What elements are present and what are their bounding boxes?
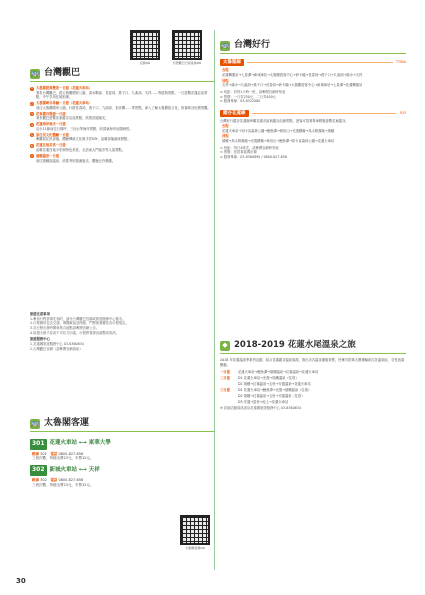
- event-route-label: [220, 400, 236, 405]
- event-route: [220, 394, 406, 399]
- line-text: 天祥→綠水→九曲洞→燕子口→長春祠→砂卡礑→太魯閣遊客中心→新城車站→七星潭→花蓮轉運站: [222, 83, 363, 88]
- step-body: 參觀原住民部落，體驗傳統文化與手作DIY，品嚐部落風味餐點。: [36, 137, 131, 142]
- section-title: 台灣觀巴: [44, 68, 81, 79]
- step-number: 1: [31, 86, 33, 91]
- step-title: 花蓮海岸風光一日遊: [36, 122, 66, 127]
- event-body: 2018 年花蓮溫泉季系列活動，結合花蓮縱谷溫泉資源，推出各式溫泉優惠套票，民眾可搭乘大眾運輸前往各溫泉區，享受泡湯樂趣。: [220, 358, 405, 367]
- tour-step: [30, 154, 214, 163]
- column-divider: [214, 30, 215, 570]
- right-column: [216, 0, 406, 595]
- qr-code-icon: [172, 30, 202, 60]
- step-number: 4: [31, 122, 33, 127]
- step-content: [36, 154, 115, 163]
- tour-step: [30, 101, 214, 110]
- left-column: [30, 0, 214, 595]
- event-block: [220, 358, 406, 411]
- qr-bus[interactable]: [180, 515, 210, 550]
- divider: [30, 81, 214, 82]
- event-route: [220, 400, 406, 405]
- route-name: 花蓮火車站 ⟷ 東華大學: [49, 440, 111, 447]
- note-item: 2.行程費用包含交通、導覽解說及保險，門票與餐費依各行程規定。: [30, 321, 129, 326]
- tag-line: [247, 62, 393, 63]
- calendar-icon: ◆: [220, 341, 230, 351]
- taiwan-tourist-shuttle-header: [220, 40, 270, 51]
- bus-icon: 🚌: [30, 68, 40, 77]
- step-body: 乘坐觀巴遊覽花東縱谷沿途景點，欣賞田園風光。: [36, 116, 109, 121]
- step-body: 沿台11線前往石梯坪、三仙台等海岸景點，欣賞東海岸壯闊海景。: [36, 126, 133, 131]
- tour-step: [30, 143, 214, 152]
- line-label: 回程: [222, 78, 229, 83]
- info-item: ⊙ 票價：依搭乘區間計費: [220, 150, 257, 155]
- route-code: 303: [399, 111, 406, 116]
- event-route-label: 二日遊: [220, 376, 230, 381]
- label: 電話: [50, 477, 58, 482]
- taiwan-tour-bus-header: [30, 68, 80, 79]
- step-content: [36, 133, 131, 142]
- tour-step: [30, 86, 214, 100]
- route-header: [30, 465, 170, 476]
- notes-block: [30, 312, 214, 351]
- route-tag: 縱谷花蓮線: [220, 110, 249, 117]
- info-item: ⊙ 服務專線：03-8322080: [220, 99, 261, 104]
- route-detail: 三班次數，每趟全票23元，半票12元。: [32, 456, 94, 461]
- route-code: TTIBA: [395, 60, 406, 65]
- route-intro: 台灣好行縱谷花蓮線串聯花蓮市區與縱谷沿線景點，遊客可搭乘專車輕鬆遊覽花東縱谷。: [220, 119, 349, 124]
- divider: [30, 431, 214, 432]
- qr-label: 官網QR: [139, 61, 151, 65]
- note-item: 4.如遇天候不佳或不可抗力因素，行程將視情況調整或取消。: [30, 330, 119, 335]
- tag-bar: [220, 110, 406, 117]
- divider: [220, 53, 406, 54]
- event-title: 2018-2019 花蓮水尾溫泉之旅: [234, 340, 356, 351]
- event-route-text: 花蓮火車站→鯉魚潭→瑞穗溫泉→紅葉溫泉→花蓮火車站: [238, 370, 319, 375]
- taroko-line-block: [220, 56, 406, 160]
- line-text: 瑞穗→馬太鞍濕地→光復糖廠→林田山→鯉魚潭→知卡宣森林公園→花蓮火車站: [222, 139, 335, 144]
- contact-title: 旅遊服務中心: [30, 337, 50, 342]
- event-route-text: D2 瑞穗→紅葉溫泉→玉里→安通溫泉→花蓮火車站: [238, 382, 311, 387]
- page-number: 30: [16, 577, 26, 586]
- step-title: 太魯閣經典雙景一日遊（花蓮火車站）: [36, 86, 93, 90]
- route-header: [30, 439, 170, 450]
- qr-official[interactable]: [130, 30, 160, 65]
- step-content: [36, 122, 133, 131]
- value: 302: [40, 477, 47, 482]
- note-item: 3.各行程出發時間與集合地點請參閱官網公告。: [30, 326, 100, 331]
- info-item: ⊙ 班距：約每1小時一班，請參閱官網時刻表: [220, 90, 286, 95]
- contact-item: 1.花蓮縣旅遊服務中心 03-8360634: [30, 342, 84, 347]
- qr-itinerary[interactable]: [172, 30, 202, 65]
- event-route: [220, 382, 406, 387]
- tour-step: [30, 122, 214, 131]
- note-item: 1.參加行程需事先預約，請至台灣觀巴官網或旅遊服務中心報名。: [30, 316, 126, 321]
- section-title: 太魯閣客運: [44, 418, 90, 429]
- route-name: 新城火車站 ⟷ 天祥: [49, 466, 100, 473]
- label: 電話: [50, 451, 58, 456]
- line-label: 回程: [222, 134, 229, 139]
- step-number: 3: [31, 112, 33, 117]
- line-text: 花蓮轉運站→七星潭→新城車站→太魯閣遊客中心→砂卡礑→長春祠→燕子口→九曲洞→綠水→天祥: [222, 73, 363, 78]
- bus-section-header: [30, 418, 89, 429]
- step-body: 前往瑞穗泡溫泉，欣賞秀姑巒溪風光，體驗泛舟樂趣。: [36, 158, 116, 163]
- step-content: [36, 101, 211, 110]
- step-title: 花東縱谷慢遊一日遊: [36, 111, 66, 116]
- notes-title: 旅遊注意事項: [30, 312, 50, 316]
- value: 0800-827-656: [58, 451, 84, 456]
- event-route-label: 一日遊: [220, 370, 230, 375]
- route-number: 302: [30, 465, 47, 476]
- line-label: 去程: [222, 68, 229, 73]
- step-content: [36, 86, 214, 100]
- bus-routes: [30, 437, 170, 492]
- value: 301: [40, 451, 47, 456]
- label: 路線: [32, 451, 39, 456]
- contact-item: 2.台灣觀巴官網（請參閱官網資訊）: [30, 346, 83, 351]
- tag-bar: [220, 59, 406, 66]
- bus-route: [30, 439, 170, 461]
- tour-steps: [30, 86, 214, 164]
- event-route-text: D1 花蓮火車站→光復→瑞穗溫泉（住宿）: [238, 376, 299, 381]
- route-line: [222, 124, 406, 133]
- event-route-text: D2 瑞穗→紅葉溫泉→玉里→安通溫泉（住宿）: [238, 393, 305, 398]
- route-line: [222, 68, 406, 77]
- event-route-label: [220, 382, 236, 387]
- label: 路線: [32, 477, 39, 482]
- step-title: 原住民文化體驗一日遊: [36, 132, 69, 137]
- step-number: 6: [31, 143, 33, 148]
- step-content: [36, 143, 125, 152]
- divider: [220, 353, 406, 354]
- route-tag: 太魯閣線: [220, 59, 244, 66]
- qr-code-icon: [180, 515, 210, 545]
- qr-label: 台灣觀巴行程查詢QR: [172, 61, 202, 65]
- route-line: [222, 79, 406, 88]
- event-note: ※ 詳細活動資訊請洽花蓮縣旅遊服務中心 03-8360634: [220, 406, 301, 411]
- route-detail: 三班次數，每趟全票23元，半票12元。: [32, 482, 94, 487]
- bus-icon: 🚌: [30, 418, 40, 427]
- bus-icon: 🚌: [220, 40, 230, 49]
- value: 0800-827-656: [58, 477, 84, 482]
- line-label: 去程: [222, 124, 229, 129]
- step-number: 2: [31, 101, 33, 106]
- step-body: 品嚐花蓮在地小吃與特色美食，走訪東大門夜市等人氣景點。: [36, 148, 126, 152]
- bus-route: [30, 465, 170, 487]
- event-header: [220, 340, 356, 351]
- route-number: 301: [30, 439, 47, 450]
- event-route-label: 三日遊: [220, 387, 230, 392]
- step-title: 瑞穗溫泉一日遊: [36, 153, 60, 158]
- section-title: 台灣好行: [234, 40, 271, 51]
- step-number: 7: [31, 154, 33, 159]
- event-route: [220, 376, 406, 381]
- event-route-text: D1 花蓮火車站→鯉魚潭→光復→瑞穗溫泉（住宿）: [238, 387, 312, 392]
- step-content: [36, 112, 109, 121]
- route-line: [222, 134, 406, 143]
- step-body: 乘坐台灣觀巴，經太魯閣國家公園、清水斷崖、長春祠、燕子口、九曲洞、天祥……等經典景點，一日遊覽花蓮必訪景點，中午享用在地料理。: [36, 90, 208, 100]
- qr-code-icon: [130, 30, 160, 60]
- event-route: [220, 370, 406, 375]
- line-text: 花蓮火車站→知卡宣森林公園→鯉魚潭→林田山→光復糖廠→馬太鞍濕地→瑞穗: [222, 128, 335, 133]
- info-item: ⊙ 服務專線：03-8360890 / 0800-827-656: [220, 155, 287, 160]
- info-item: ⊙ 票價：一日券250元、二日券400元: [220, 94, 276, 99]
- tour-step: [30, 112, 214, 121]
- event-route-text: D3 安通→富里→池上→花蓮火車站: [238, 399, 289, 404]
- step-number: 5: [31, 133, 33, 138]
- step-title: 太魯閣峽谷尋幽一日遊（花蓮火車站）: [36, 101, 93, 106]
- qr-label: 太魯閣客運QR: [185, 546, 205, 550]
- step-body: 前往太魯閣國家公園，行經長春祠、燕子口、九曲洞、布洛灣……等景點，深入了解太魯閣族文化，欣賞峽谷壯麗景觀。: [36, 105, 211, 110]
- tour-step: [30, 133, 214, 142]
- step-title: 花蓮在地美食一日遊: [36, 143, 66, 148]
- tag-line: [252, 113, 397, 114]
- info-item: ⊙ 班距：每日4班次，請參閱官網時刻表: [220, 145, 279, 150]
- event-route-label: [220, 394, 236, 399]
- event-route: [220, 388, 406, 393]
